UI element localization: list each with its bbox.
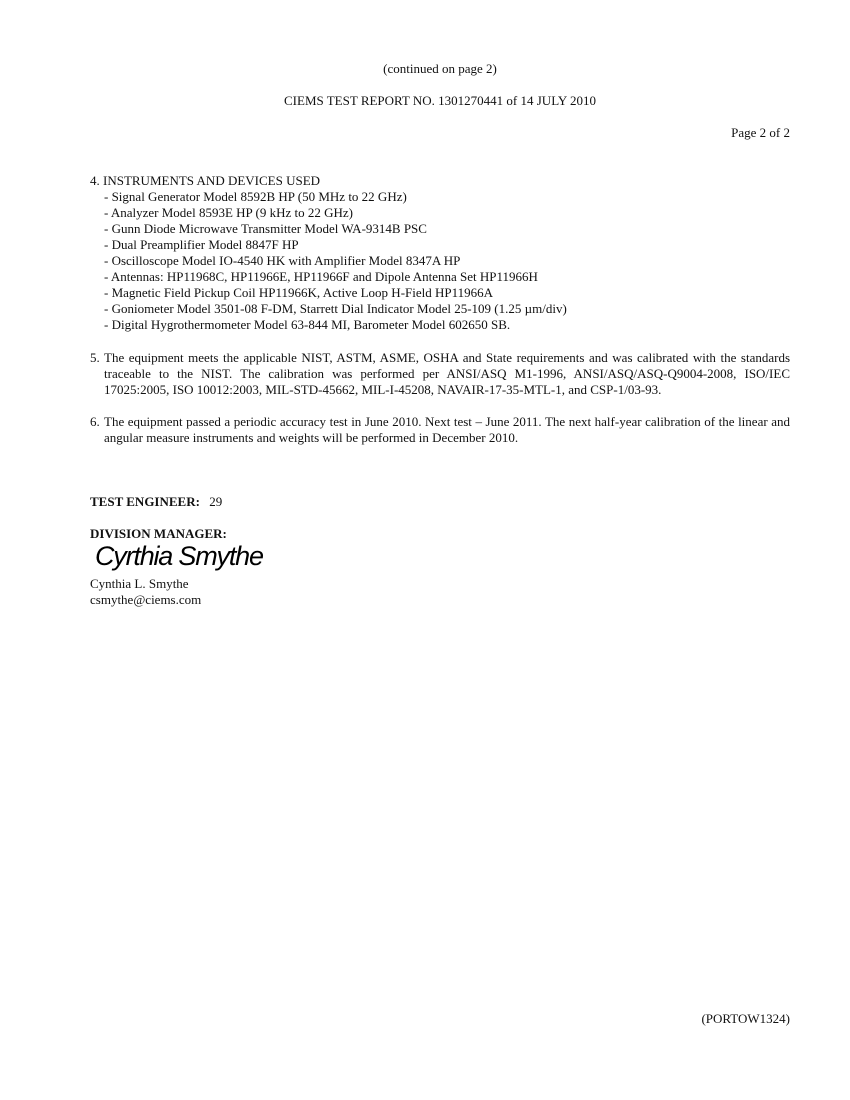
list-item: - Goniometer Model 3501-08 F-DM, Starrett Dial Indicator Model 25-109 (1.25 µm/div) (104, 301, 567, 316)
standards-text: The equipment meets the applicable NIST, ASTM, ASME, OSHA and State requirements and was calibrated with the standards traceable to the NIST. The calibration was performed per ANSI/ASQ M1-1996, ANSI/ASQ/ASQ-Q9004-2008, ISO/IEC 17025:2005, ISO 10012:2003, MIL-STD-45662, MIL-I-45208, NAVAIR-17-35-MTL-1, and CSP-1/03-93. (104, 350, 790, 397)
list-item: - Oscilloscope Model IO-4540 HK with Amplifier Model 8347A HP (104, 253, 461, 268)
list-item: - Gunn Diode Microwave Transmitter Model WA-9314B PSC (104, 221, 427, 236)
list-item: - Magnetic Field Pickup Coil HP11966K, Active Loop H-Field HP11966A (104, 285, 494, 300)
accuracy-text: The equipment passed a periodic accuracy test in June 2010. Next test – June 2011. The next half-year calibration of the linear and angular measure instruments and weights will be performed in December 2010. (104, 414, 790, 445)
test-engineer-label: TEST ENGINEER: (90, 494, 200, 509)
paragraph-number: 6. (90, 414, 100, 429)
instruments-section (90, 173, 790, 333)
manager-name: Cynthia L. Smythe (90, 576, 189, 591)
list-item: - Analyzer Model 8593E HP (9 kHz to 22 GHz) (104, 205, 353, 220)
page-number: Page 2 of 2 (731, 125, 790, 140)
paragraph-number: 5. (90, 350, 100, 365)
list-item: - Antennas: HP11968C, HP11966E, HP11966F and Dipole Antenna Set HP11966H (104, 269, 538, 284)
standards-paragraph (90, 350, 790, 398)
footer-code: (PORTOW1324) (701, 1011, 790, 1026)
accuracy-paragraph (90, 414, 790, 446)
list-item: - Signal Generator Model 8592B HP (50 MHz to 22 GHz) (104, 189, 407, 204)
continued-note: (continued on page 2) (383, 61, 497, 76)
instruments-list (90, 189, 790, 333)
signature: Cyrthia Smythe (95, 541, 263, 571)
test-engineer-value: 29 (209, 494, 223, 509)
division-manager-label: DIVISION MANAGER: (90, 526, 227, 541)
manager-email: csmythe@ciems.com (90, 592, 202, 607)
list-item: - Digital Hygrothermometer Model 63-844 MI, Barometer Model 602650 SB. (104, 317, 511, 332)
list-item: - Dual Preamplifier Model 8847F HP (104, 237, 299, 252)
test-engineer-line (90, 494, 222, 510)
report-title: CIEMS TEST REPORT NO. 1301270441 of 14 JULY 2010 (284, 93, 596, 108)
instruments-heading: 4. INSTRUMENTS AND DEVICES USED (90, 173, 321, 188)
